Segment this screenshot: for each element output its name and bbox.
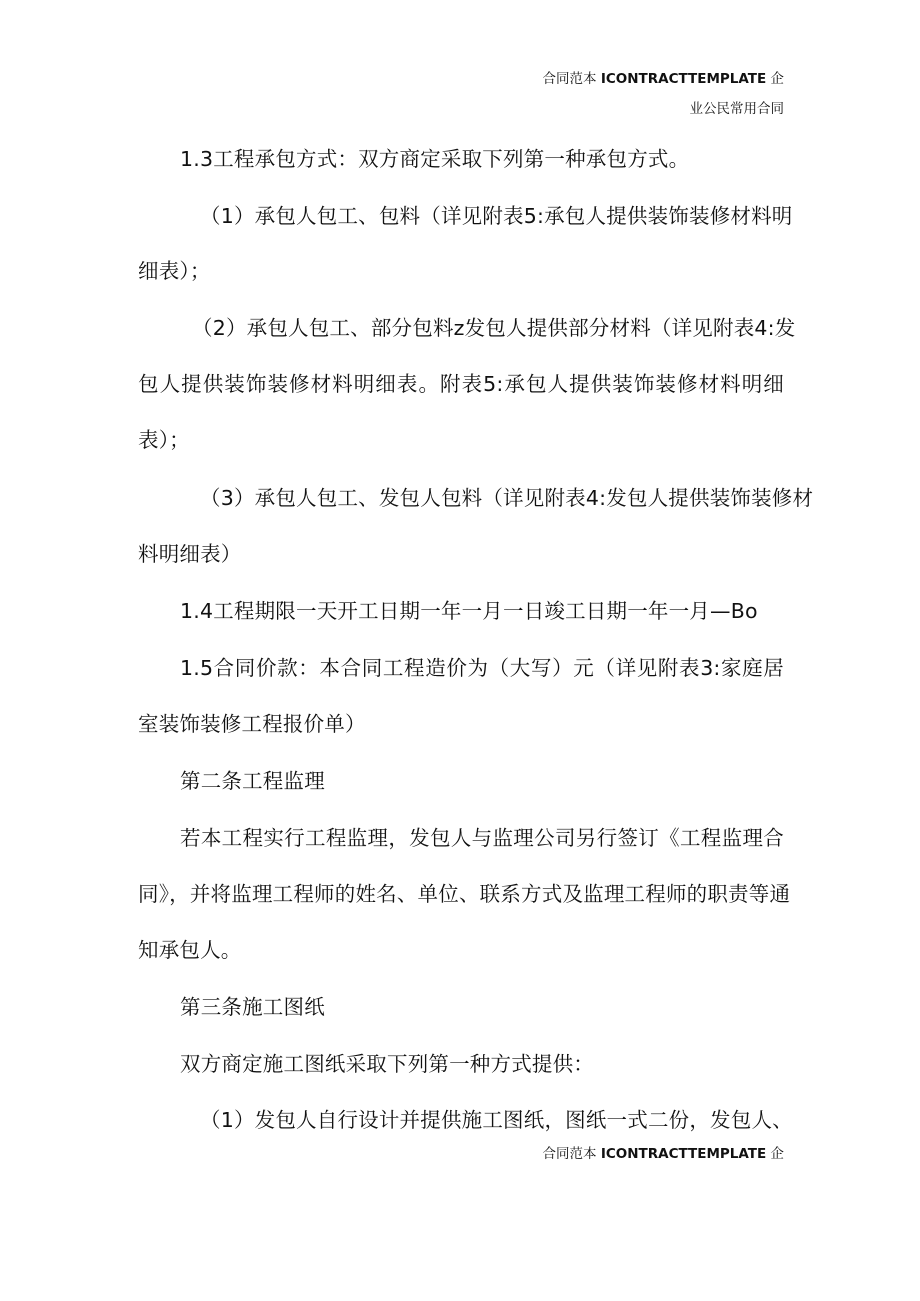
section-3-title: 第三条施工图纸	[180, 995, 325, 1019]
footer-brand-suffix: 企	[770, 1146, 784, 1162]
section-3-line-1: 双方商定施工图纸采取下列第一种方式提供：	[180, 1052, 594, 1076]
section-2-line-1: 若本工程实行工程监理，发包人与监理公司另行签订《工程监理合	[180, 826, 784, 850]
option-2-line-1: （2）承包人包工、部分包料z发包人提供部分材料（详见附表4:发	[192, 316, 796, 340]
header-brand-prefix: 合同范本	[542, 71, 597, 87]
clause-1-5-line-2: 室装饰装修工程报价单）	[138, 712, 366, 736]
option-1-line-2: 细表）；	[138, 259, 211, 283]
section-3-option-1: （1）发包人自行设计并提供施工图纸，图纸一式二份，发包人、	[200, 1108, 793, 1132]
clause-1-4: 1.4工程期限一天开工日期一年一月一日竣工日期一年一月—Bo	[180, 599, 758, 623]
section-2-line-3: 知承包人。	[138, 938, 242, 962]
option-1-line-1: （1）承包人包工、包料（详见附表5:承包人提供装饰装修材料明	[200, 204, 793, 228]
header-sub-line: 业公民常用合同	[689, 101, 784, 117]
footer-brand-prefix: 合同范本	[542, 1146, 597, 1162]
footer-brand-bold: ICONTRACTTEMPLATE	[600, 1146, 767, 1162]
clause-1-5-line-1: 1.5合同价款：本合同工程造价为（大写）元（详见附表3:家庭居	[180, 656, 784, 680]
section-2-title: 第二条工程监理	[180, 769, 325, 793]
option-2-line-2: 包人提供装饰装修材料明细表。附表5:承包人提供装饰装修材料明细	[138, 372, 784, 396]
option-3-line-1: （3）承包人包工、发包人包料（详见附表4:发包人提供装饰装修材	[200, 486, 814, 510]
option-3-line-2: 料明细表）	[138, 542, 242, 566]
header-brand-suffix: 企	[770, 71, 784, 87]
clause-1-3: 1.3工程承包方式：双方商定采取下列第一种承包方式。	[180, 147, 690, 171]
header-brand-line	[543, 70, 784, 88]
section-2-line-2: 同》，并将监理工程师的姓名、单位、联系方式及监理工程师的职责等通	[138, 882, 791, 906]
option-2-line-3: 表）；	[138, 428, 190, 452]
footer-brand-line	[543, 1145, 784, 1163]
header-brand-bold: ICONTRACTTEMPLATE	[600, 71, 767, 87]
